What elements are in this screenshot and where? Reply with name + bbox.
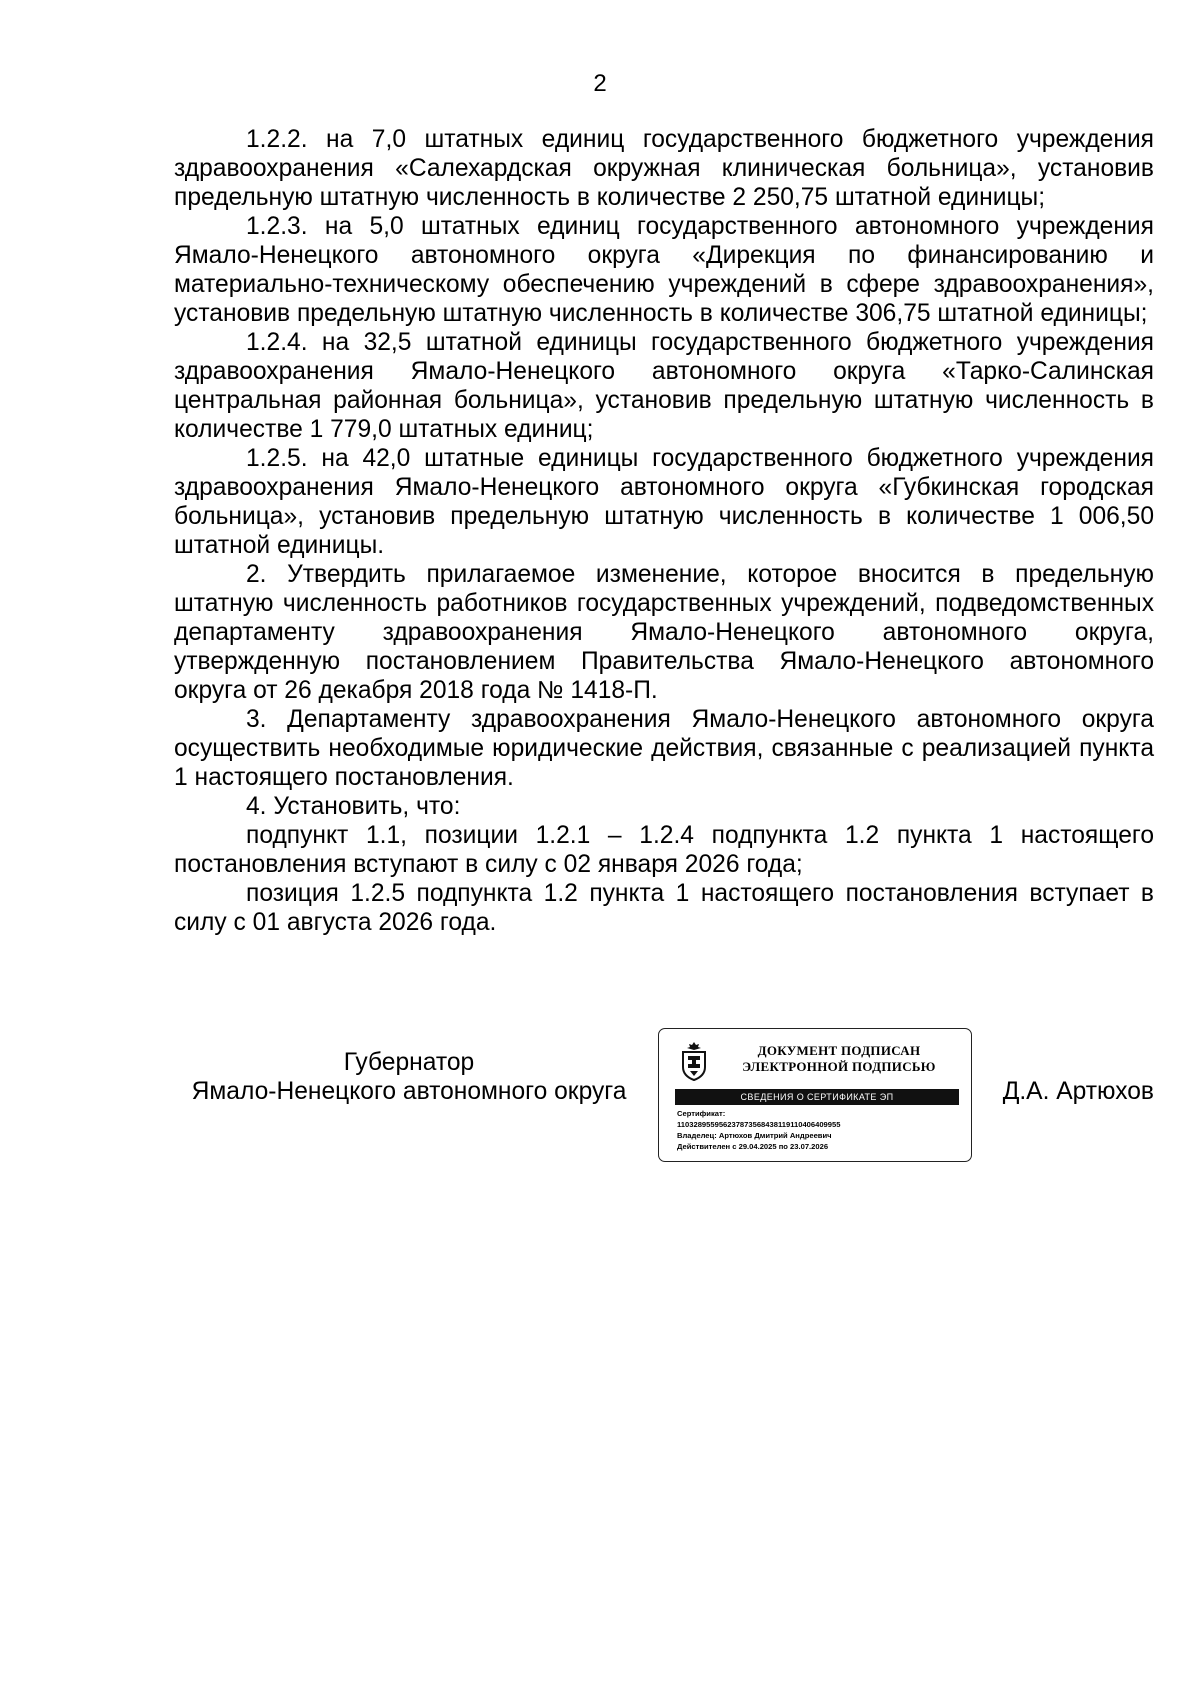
coat-of-arms-icon [679, 1041, 709, 1081]
paragraph-1-2-3: 1.2.3. на 5,0 штатных единиц государственного автономного учреждения Ямало-Ненецкого автономного округа «Дирекция по финансированию и материально-техническому обеспечению учреждений в сфере здравоохранения», установив предельную штатную численность в количестве 306,75 штатной единицы; [174, 213, 1154, 327]
signer-name: Д.А. Артюхов [1002, 1078, 1154, 1105]
document-body [174, 125, 1154, 937]
paragraph-4: 4. Установить, что: [246, 793, 461, 820]
stamp-cert-label: Сертификат: [677, 1109, 726, 1118]
signer-title [174, 1048, 644, 1106]
stamp-cert-number: 110328955956237873568438119110406409955 [677, 1120, 841, 1129]
signer-title-line-2: Ямало-Ненецкого автономного округа [191, 1078, 627, 1105]
paragraph-1-2-4: 1.2.4. на 32,5 штатной единицы государственного бюджетного учреждения здравоохранения Ямало-Ненецкого автономного округа «Тарко-Салинская центральная районная больница», установив предельную штатную численность в количестве 1 779,0 штатных единиц; [174, 329, 1154, 443]
stamp-owner: Владелец: Артюхов Дмитрий Андреевич [677, 1131, 832, 1140]
stamp-certificate-bar: СВЕДЕНИЯ О СЕРТИФИКАТЕ ЭП [675, 1089, 959, 1105]
signature-block [174, 1028, 1154, 1168]
paragraph-1-2-5: 1.2.5. на 42,0 штатные единицы государственного бюджетного учреждения здравоохранения Ямало-Ненецкого автономного округа «Губкинская городская больница», установив предельную штатную численность в количестве 1 006,50 штатной единицы. [174, 445, 1154, 559]
paragraph-1-2-2: 1.2.2. на 7,0 штатных единиц государственного бюджетного учреждения здравоохранения «Салехардская окружная клиническая больница», установив предельную штатную численность в количестве 2 250,75 штатной единицы; [174, 126, 1154, 211]
paragraph-2: 2. Утвердить прилагаемое изменение, которое вносится в предельную штатную численность работников государственных учреждений, подведомственных департаменту здравоохранения Ямало-Ненецкого автономного округа, утвержденную постановлением Правительства Ямало-Ненецкого автономного округа от 26 декабря 2018 года № 1418-П. [174, 561, 1154, 704]
paragraph-4-subpoint-2: позиция 1.2.5 подпункта 1.2 пункта 1 настоящего постановления вступает в силу с 01 августа 2026 года. [174, 880, 1154, 936]
stamp-heading-line-2: ЭЛЕКТРОННОЙ ПОДПИСЬЮ [742, 1059, 936, 1074]
paragraph-4-subpoint-1: подпункт 1.1, позиции 1.2.1 – 1.2.4 подпункта 1.2 пункта 1 настоящего постановления вступают в силу с 02 января 2026 года; [174, 822, 1154, 878]
stamp-heading [719, 1043, 959, 1075]
stamp-validity: Действителен с 29.04.2025 по 23.07.2026 [677, 1142, 829, 1151]
signer-title-line-1: Губернатор [343, 1049, 475, 1076]
stamp-certificate-details [677, 1108, 963, 1152]
paragraph-3: 3. Департаменту здравоохранения Ямало-Ненецкого автономного округа осуществить необходимые юридические действия, связанные с реализацией пункта 1 настоящего постановления. [174, 706, 1154, 791]
stamp-heading-line-1: ДОКУМЕНТ ПОДПИСАН [757, 1043, 921, 1058]
electronic-signature-stamp [658, 1028, 972, 1162]
page-number: 2 [593, 70, 607, 97]
